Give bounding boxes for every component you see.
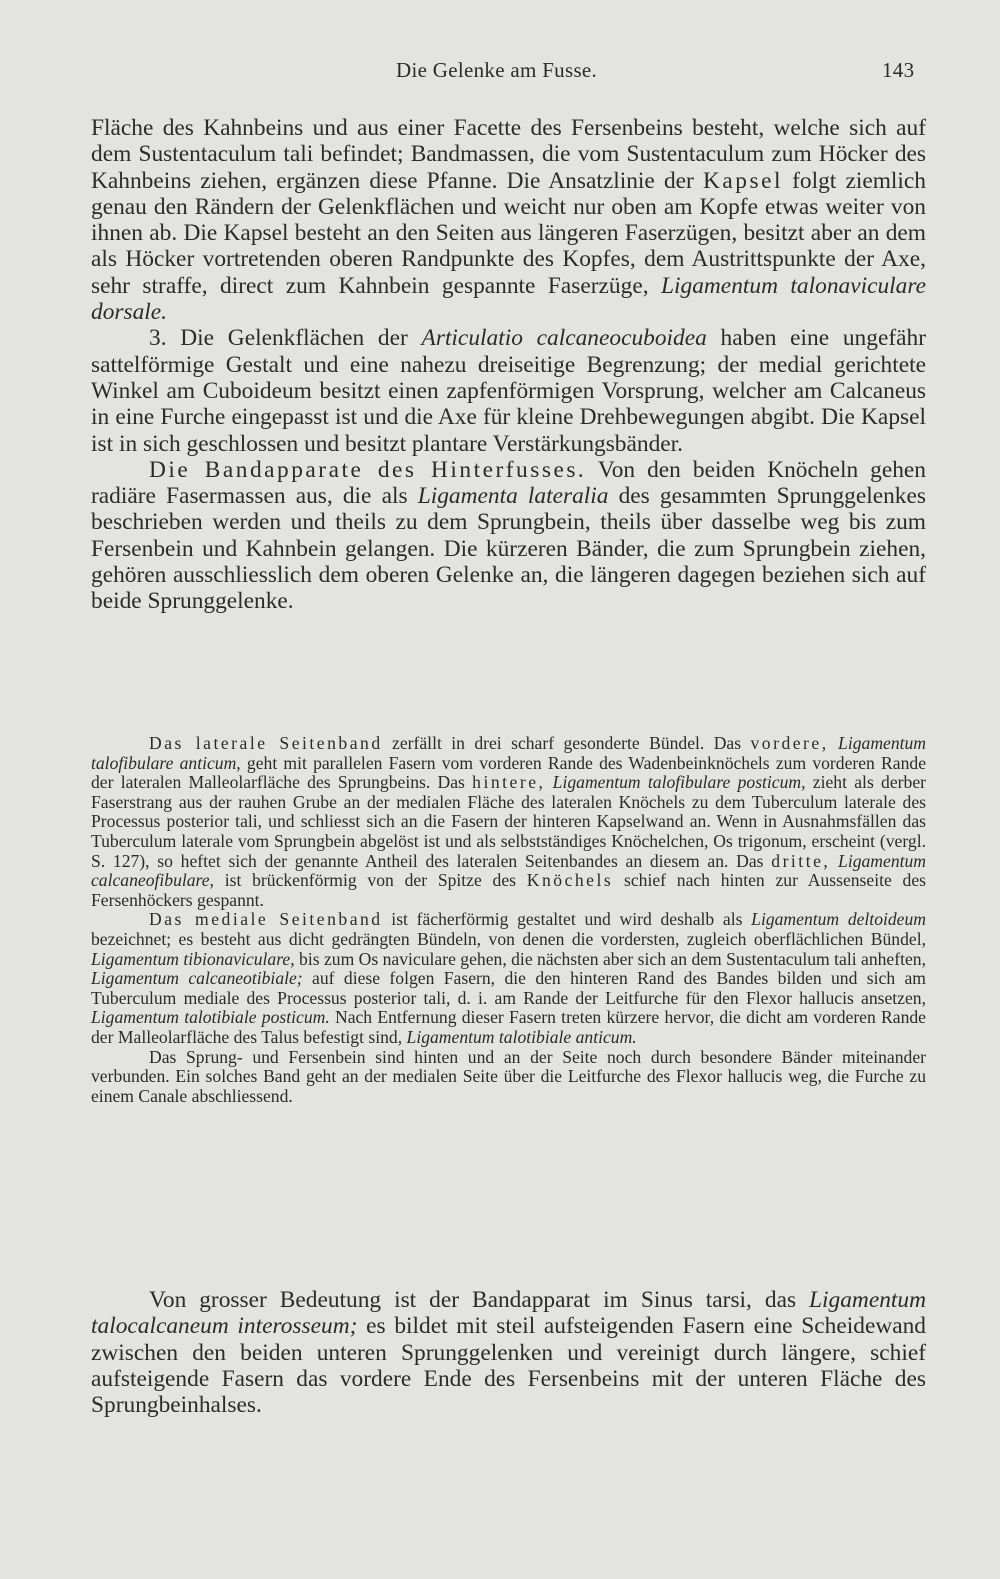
spaced-term: dritte, (771, 850, 831, 871)
ligament-term: Ligamentum calcaneotibiale; (91, 968, 303, 989)
spaced-term: Knöchels (526, 870, 614, 891)
ligament-term: Articulatio calcaneocuboidea (421, 325, 707, 352)
small-print-block (91, 734, 926, 1106)
spaced-term: Das mediale Seitenband (149, 909, 383, 930)
spaced-term: Kapsel (703, 167, 783, 194)
ligament-term: Ligamentum talotibiale anticum. (406, 1026, 637, 1047)
closing-text-block (91, 1287, 926, 1418)
paragraph-connecting-bands: Das Sprung- und Fersenbein sind hinten und an der Seite noch durch besondere Bänder miteinander verbunden. Ein solches Band geht an der medialen Seite über die Leitfurche des Flexor hallucis weg, die Furche zu einem Canale abschliessend. (91, 1046, 926, 1106)
spaced-term: hintere, (472, 772, 546, 793)
ligament-term: Ligamentum talonaviculare dorsale. (91, 272, 926, 326)
running-title: Die Gelenke am Fusse. (396, 58, 598, 82)
paragraph-medial-ligament: Das mediale Seitenband ist fächerförmig gestaltet und wird deshalb als Ligamentum deltoideum bezeichnet; es besteht aus dicht gedrängten Bündeln, von denen die vordersten, zugleich oberflächlichen Bündel, Ligamentum tibionaviculare, bis zum Os naviculare gehen, die nächsten aber sich an dem Sustentaculum tali anheften, Ligamentum calcaneotibiale; auf diese folgen Fasern, die den hinteren Rand des Bandes bilden und sich am Tuberculum mediale des Processus posterior tali, d. i. am Rande der Leitfurche für den Flexor hallucis ansetzen, Ligamentum talotibiale posticum. Nach Entfernung dieser Fasern treten kürzere hervor, die dicht am vorderen Rande der Malleolarfläche des Talus befestigt sind, Ligamentum talotibiale anticum. (91, 909, 926, 1047)
spaced-term: vordere, (750, 733, 829, 753)
ligament-term: Ligamentum talocalcaneum interosseum; (91, 1287, 926, 1340)
paragraph-lateral-ligament: Das laterale Seitenband zerfällt in drei scharf gesonderte Bündel. Das vordere, Ligamentum talofibulare anticum, geht mit parallelen Fasern vom vorderen Rande des Wadenbeinknöchels zum vorderen Rande der lateralen Malleolarfläche des Sprungbeins. Das hintere, Ligamentum talofibulare posticum, zieht als derber Faserstrang aus der rauhen Grube an der medialen Fläche des lateralen Knöchels zu dem Tuberculum laterale des Processus posterior tali, und schliesst sich an die Fasern der hinteren Kapselwand an. Wenn in Ausnahmsfällen das Tuberculum laterale vom Sprungbein abgelöst ist und als selbstständiges Knöchelchen, Os trigonum, erscheint (vergl. S. 127), so heftet sich der genannte Antheil des lateralen Seitenbandes an diesem an. Das dritte, Ligamentum calcaneofibulare, ist brückenförmig von der Spitze des Knöchels schief nach hinten zur Aussenseite des Fersenhöckers gespannt. (91, 733, 927, 910)
ligament-term: Ligamenta lateralia (417, 483, 609, 510)
paragraph-talonavicular: Fläche des Kahnbeins und aus einer Facette des Fersenbeins besteht, welche sich auf dem Sustentaculum tali befindet; Bandmassen, die vom Sustentaculum zum Höcker des Kahnbeins ziehen, ergänzen diese Pfanne. Die Ansatzlinie der Kapsel folgt ziemlich genau den Rändern der Gelenkflächen und weicht nur oben am Kopfe etwas weiter von ihnen ab. Die Kapsel besteht an den Seiten aus längeren Faserzügen, besitzt aber an dem als Höcker vortretenden oberen Randpunkte des Kopfes, dem Austrittspunkte der Axe, sehr straffe, direct zum Kahnbein gespannte Faserzüge, Ligamentum talonaviculare dorsale. (91, 115, 927, 326)
ligament-term: Ligamentum deltoideum (751, 909, 926, 930)
section-heading: Die Bandapparate des Hinterfusses. (149, 456, 587, 483)
page-number: 143 (882, 58, 915, 82)
main-text-block (91, 115, 926, 615)
ligament-term: Ligamentum calcaneofibulare, (91, 850, 926, 891)
page-header (0, 58, 1000, 88)
ligament-term: Ligamentum talofibulare anticum, (91, 733, 927, 773)
paragraph-bandapparate: Die Bandapparate des Hinterfusses. Von den beiden Knöcheln gehen radiäre Fasermassen aus, die als Ligamenta lateralia des gesammten Sprunggelenkes beschrieben werden und theils zu dem Sprungbein, theils über dasselbe weg bis zum Fersenbein und Kahnbein gelangen. Die kürzeren Bänder, die zum Sprungbein ziehen, gehören ausschliesslich dem oberen Gelenke an, die längeren dagegen beziehen sich auf beide Sprunggelenke. (91, 456, 926, 615)
ligament-term: Ligamentum tibionaviculare, (91, 948, 295, 969)
ligament-term: Ligamentum talotibiale posticum. (91, 1007, 330, 1028)
paragraph-sinus-tarsi: Von grosser Bedeutung ist der Bandapparat im Sinus tarsi, das Ligamentum talocalcaneum interosseum; es bildet mit steil aufsteigenden Fasern eine Scheidewand zwischen den beiden unteren Sprunggelenken und vereinigt durch längere, schief aufsteigende Fasern das vordere Ende des Fersenbeins mit der unteren Fläche des Sprungbeinhalses. (91, 1287, 926, 1419)
ligament-term: Ligamentum talofibulare posticum, (552, 772, 806, 793)
spaced-term: Das laterale Seitenband (149, 733, 383, 753)
paragraph-calcaneocuboid: 3. Die Gelenkflächen der Articulatio calcaneocuboidea haben eine ungefähr sattelförmige Gestalt und eine nahezu dreiseitige Begrenzung; der medial gerichtete Winkel am Cuboideum besitzt einen zapfenförmigen Vorsprung, welcher am Calcaneus in eine Furche eingepasst ist und die Axe für kleine Drehbewegungen abgibt. Die Kapsel ist in sich geschlossen und besitzt plantare Verstärkungsbänder. (91, 325, 926, 457)
